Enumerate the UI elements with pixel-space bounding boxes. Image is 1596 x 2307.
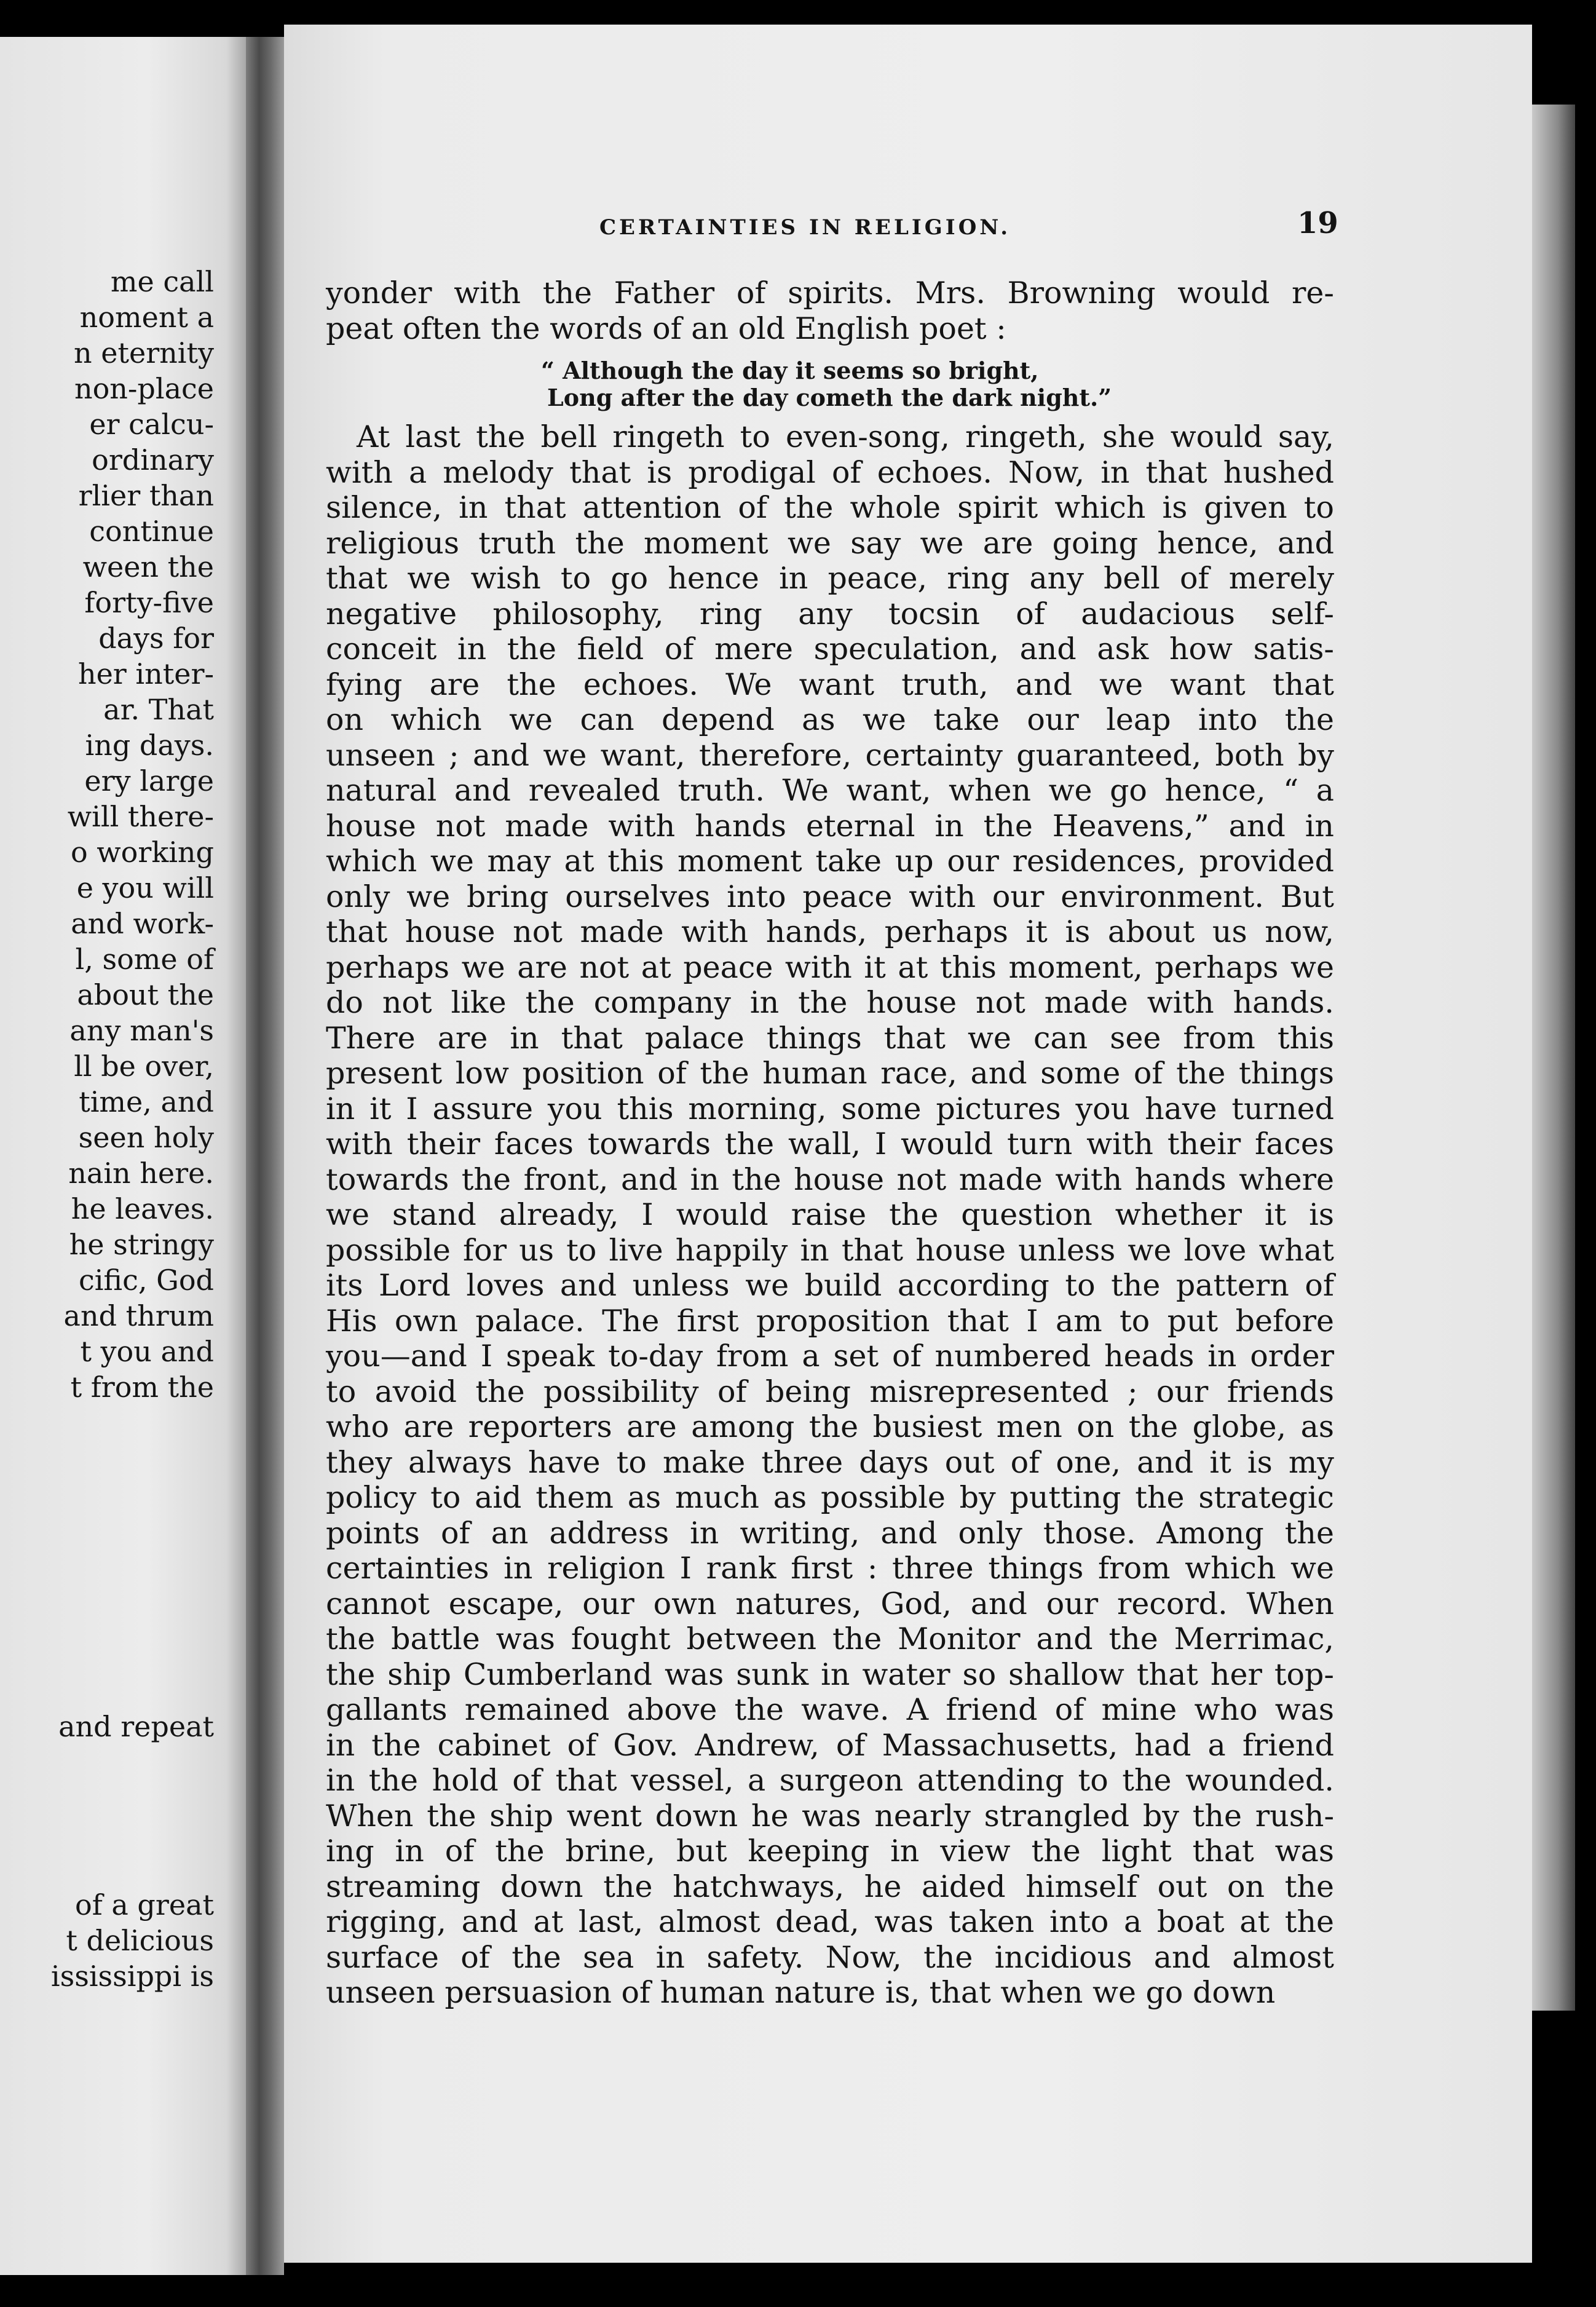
left-page-line: ery large bbox=[84, 764, 214, 797]
text-line: we stand already, I would raise the question whether it is bbox=[326, 1197, 1334, 1232]
text-line: possible for us to live happily in that house unless we love what bbox=[326, 1233, 1334, 1268]
left-page-line: ar. That bbox=[103, 693, 214, 726]
left-page-line: me call bbox=[110, 265, 214, 298]
text-line: only we bring ourselves into peace with our environment. But bbox=[326, 879, 1334, 914]
left-page-line: and work- bbox=[71, 907, 214, 940]
left-page-line: nain here. bbox=[68, 1157, 214, 1190]
left-page-line: continue bbox=[89, 515, 214, 548]
text-line: do not like the company in the house not made with hands. bbox=[326, 985, 1334, 1020]
text-line: negative philosophy, ring any tocsin of audacious self- bbox=[326, 596, 1334, 631]
left-page-fragment bbox=[0, 37, 246, 2275]
text-line: peat often the words of an old English poet : bbox=[326, 311, 1006, 346]
left-page-line: t you and bbox=[80, 1335, 214, 1368]
left-page-line: er calcu- bbox=[89, 408, 214, 441]
text-line: the ship Cumberland was sunk in water so shallow that her top- bbox=[326, 1657, 1334, 1692]
text-line: unseen ; and we want, therefore, certainty guaranteed, both by bbox=[326, 738, 1334, 773]
left-page-line: about the bbox=[77, 978, 214, 1011]
left-page-line: he leaves. bbox=[71, 1192, 214, 1225]
left-page-line: non-place bbox=[74, 372, 214, 405]
text-line: When the ship went down he was nearly strangled by the rush- bbox=[326, 1799, 1334, 1834]
left-page-line: seen holy bbox=[78, 1121, 214, 1154]
text-line: certainties in religion I rank first : three things from which we bbox=[326, 1551, 1334, 1586]
text-line: surface of the sea in safety. Now, the incidious and almost bbox=[326, 1940, 1334, 1975]
left-page-line: l, some of bbox=[75, 943, 214, 976]
left-page-line: ing days. bbox=[85, 729, 214, 762]
text-line: gallants remained above the wave. A friend of mine who was bbox=[326, 1692, 1334, 1727]
text-line: house not made with hands eternal in the Heavens,” and in bbox=[326, 809, 1334, 844]
left-page-line: ississippi is bbox=[50, 1960, 214, 1993]
page-number: 19 bbox=[1297, 206, 1338, 240]
text-line: that we wish to go hence in peace, ring any bell of merely bbox=[326, 561, 1334, 596]
running-head: CERTAINTIES IN RELIGION. bbox=[599, 215, 1011, 240]
text-line: ing in of the brine, but keeping in view the light that was bbox=[326, 1834, 1334, 1869]
left-page-line: e you will bbox=[76, 871, 214, 904]
text-line: streaming down the hatchways, he aided himself out on the bbox=[326, 1869, 1334, 1904]
left-page-line: t from the bbox=[70, 1371, 214, 1404]
left-page-line: noment a bbox=[79, 301, 214, 334]
verse-line: Long after the day cometh the dark night.” bbox=[547, 384, 1112, 411]
text-line: policy to aid them as much as possible by putting the strategic bbox=[326, 1480, 1334, 1515]
text-line: you—and I speak to-day from a set of numbered heads in order bbox=[326, 1339, 1334, 1374]
left-page-line: ll be over, bbox=[74, 1050, 214, 1083]
text-line: cannot escape, our own natures, God, and our record. When bbox=[326, 1586, 1334, 1621]
book-gutter bbox=[246, 37, 284, 2275]
text-line: His own palace. The first proposition that I am to put before bbox=[326, 1304, 1334, 1339]
left-page-line: n eternity bbox=[74, 336, 214, 370]
text-line: natural and revealed truth. We want, when we go hence, “ a bbox=[326, 773, 1334, 808]
text-line: There are in that palace things that we can see from this bbox=[326, 1021, 1334, 1056]
verse-line: “ Although the day it seems so bright, bbox=[541, 357, 1039, 384]
text-line: At last the bell ringeth to even-song, ringeth, she would say, bbox=[357, 419, 1334, 454]
left-page-line: o working bbox=[70, 836, 214, 869]
text-line: with their faces towards the wall, I would turn with their faces bbox=[326, 1126, 1334, 1161]
text-line: to avoid the possibility of being misrepresented ; our friends bbox=[326, 1374, 1334, 1409]
text-line: with a melody that is prodigal of echoes. Now, in that hushed bbox=[326, 455, 1334, 490]
text-line: yonder with the Father of spirits. Mrs. Browning would re- bbox=[326, 275, 1334, 311]
text-line: who are reporters are among the busiest men on the globe, as bbox=[326, 1409, 1334, 1444]
text-line: its Lord loves and unless we build according to the pattern of bbox=[326, 1268, 1334, 1303]
text-line: in the hold of that vessel, a surgeon attending to the wounded. bbox=[326, 1763, 1334, 1798]
text-line: the battle was fought between the Monitor and the Merrimac, bbox=[326, 1621, 1334, 1656]
left-page-line: cific, God bbox=[78, 1264, 214, 1297]
left-page-line: and repeat bbox=[58, 1710, 214, 1743]
text-line: conceit in the field of mere speculation, and ask how satis- bbox=[326, 631, 1334, 667]
text-line: in it I assure you this morning, some pictures you have turned bbox=[326, 1091, 1334, 1126]
text-line: points of an address in writing, and only those. Among the bbox=[326, 1516, 1334, 1551]
page-edge bbox=[1532, 105, 1575, 2011]
text-line: towards the front, and in the house not made with hands where bbox=[326, 1162, 1334, 1197]
left-page-line: ordinary bbox=[92, 443, 214, 477]
left-page-line: he stringy bbox=[69, 1228, 214, 1261]
left-page-line: and thrum bbox=[63, 1299, 214, 1332]
left-page-line: any man's bbox=[69, 1014, 214, 1047]
left-page-line: her inter- bbox=[77, 657, 214, 691]
text-line: fying are the echoes. We want truth, and we want that bbox=[326, 667, 1334, 702]
left-page-line: rlier than bbox=[78, 479, 214, 512]
text-line: which we may at this moment take up our residences, provided bbox=[326, 844, 1334, 879]
left-page-line: of a great bbox=[75, 1888, 214, 1921]
left-page-line: ween the bbox=[82, 550, 214, 584]
text-line: on which we can depend as we take our leap into the bbox=[326, 702, 1334, 737]
text-line: rigging, and at last, almost dead, was taken into a boat at the bbox=[326, 1904, 1334, 1939]
text-line: religious truth the moment we say we are going hence, and bbox=[326, 526, 1334, 561]
text-line: perhaps we are not at peace with it at this moment, perhaps we bbox=[326, 950, 1334, 985]
text-line: they always have to make three days out of one, and it is my bbox=[326, 1445, 1334, 1480]
text-line: in the cabinet of Gov. Andrew, of Massachusetts, had a friend bbox=[326, 1728, 1334, 1763]
left-page-line: t delicious bbox=[66, 1924, 214, 1957]
left-page-line: will there- bbox=[67, 800, 214, 833]
left-page-line: forty-five bbox=[84, 586, 214, 619]
text-line: silence, in that attention of the whole spirit which is given to bbox=[326, 490, 1334, 525]
left-page-line: time, and bbox=[79, 1085, 214, 1118]
text-line: unseen persuasion of human nature is, that when we go down bbox=[326, 1975, 1276, 2010]
text-line: that house not made with hands, perhaps it is about us now, bbox=[326, 914, 1334, 949]
left-page-line: days for bbox=[98, 622, 214, 655]
text-line: present low position of the human race, and some of the things bbox=[326, 1056, 1334, 1091]
